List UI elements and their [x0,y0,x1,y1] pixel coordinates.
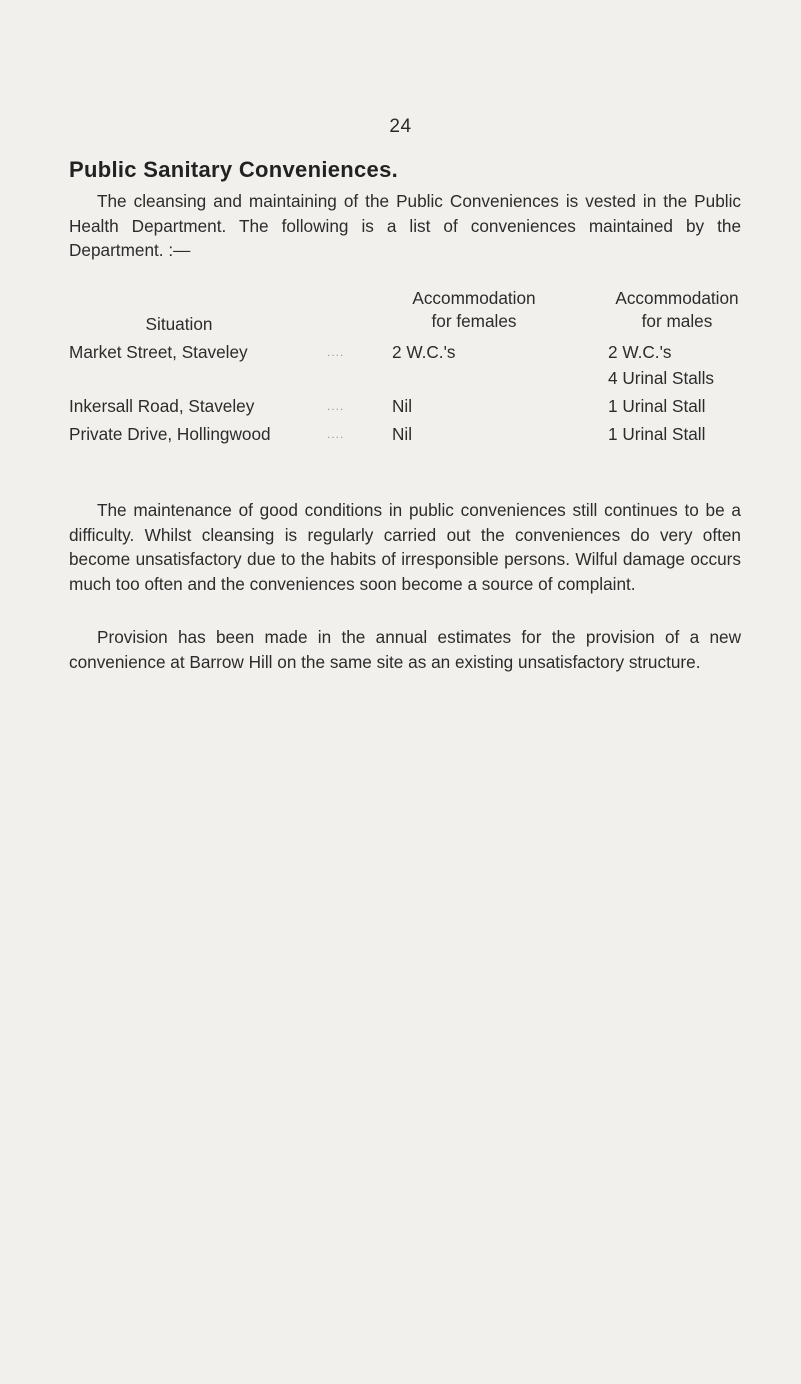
intro-text: The cleansing and maintaining of the Public Conveniences is vested in the Public Health Department. The following is a list of conveniences maintained by the Department. :— [69,191,741,260]
header-males-line2: for males [641,311,713,331]
maintenance-text: The maintenance of good conditions in public conveniences still continues to be a difficulty. Whilst cleansing is regularly carried out the conveniences do very often become unsatisfactory due to the habits of irresponsible persons. Wilful damage occurs much too often and the conveniences soon become a source of complaint. [69,500,741,594]
females-cell: Nil [392,396,413,416]
leader-dots: .... [327,427,345,441]
header-females [374,287,574,333]
situation-cell: Inkersall Road, Staveley [69,396,255,416]
table-row [69,339,741,393]
leader-dots: .... [327,399,345,413]
provision-text: Provision has been made in the annual estimates for the provision of a new convenience at Barrow Hill on the same site as an existing unsatisfactory structure. [69,627,741,672]
situation-cell: Private Drive, Hollingwood [69,424,271,444]
conveniences-table [69,287,741,449]
table-row [69,393,741,421]
females-cell: 2 W.C.'s [392,342,456,362]
males-cell [608,339,714,391]
males-line: 4 Urinal Stalls [608,368,715,388]
males-cell [608,421,705,447]
females-cell: Nil [392,424,413,444]
leader-dots: .... [327,345,345,359]
header-situation: Situation [145,314,213,334]
page-number: 24 [389,116,412,137]
table-row [69,421,741,449]
section-heading: Public Sanitary Conveniences. [69,157,399,182]
header-males-line1: Accommodation [615,288,739,308]
header-males [577,287,777,333]
provision-paragraph [69,625,741,674]
males-cell [608,393,705,419]
maintenance-paragraph [69,498,741,596]
males-line: 2 W.C.'s [608,342,672,362]
table-header [69,287,741,339]
males-line: 1 Urinal Stall [608,424,706,444]
header-females-line2: for females [431,311,517,331]
males-line: 1 Urinal Stall [608,396,706,416]
situation-cell: Market Street, Staveley [69,342,248,362]
header-females-line1: Accommodation [412,288,536,308]
intro-paragraph [69,189,741,263]
